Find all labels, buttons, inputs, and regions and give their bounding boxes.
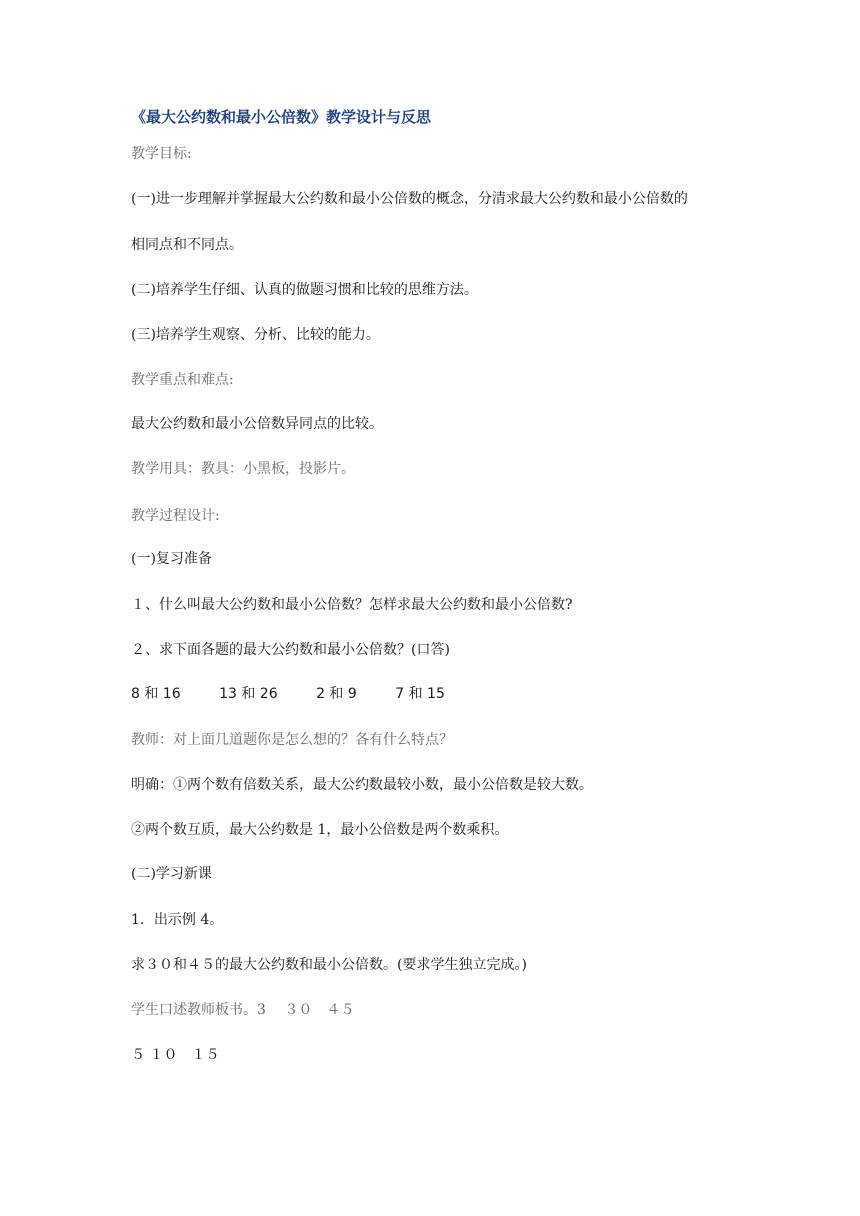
goal-3: (三)培养学生观察、分析、比较的能力。 xyxy=(131,327,380,343)
clarification-2: ②两个数互质，最大公约数是 1，最小公倍数是两个数乘积。 xyxy=(131,822,509,838)
number-pair: 13 和 26 xyxy=(219,686,278,702)
question-1: １、什么叫最大公约数和最小公倍数？怎样求最大公约数和最小公倍数? xyxy=(131,597,573,613)
number-pairs xyxy=(131,684,479,704)
number-pair: 8 和 16 xyxy=(131,686,181,702)
clarification-1: 明确：①两个数有倍数关系，最大公约数最较小数，最小公倍数是较大数。 xyxy=(131,777,593,793)
document-title: 《最大公约数和最小公倍数》教学设计与反思 xyxy=(131,108,432,126)
question-2: ２、求下面各题的最大公约数和最小公倍数？(口答) xyxy=(131,642,450,658)
example-line: 1．出示例 4。 xyxy=(131,912,224,928)
focus-text: 最大公约数和最小公倍数异同点的比较。 xyxy=(131,416,383,432)
teacher-question: 教师：对上面几道题你是怎么想的？各有什么特点？ xyxy=(131,732,453,748)
goal-1-line-1: (一)进一步理解并掌握最大公约数和最小公倍数的概念，分清求最大公约数和最小公倍数的 xyxy=(131,191,688,207)
board-line-2: ５ １０ １５ xyxy=(131,1047,220,1063)
goals-heading: 教学目标: xyxy=(131,146,192,162)
part-1-heading: (一)复习准备 xyxy=(131,551,212,567)
focus-heading: 教学重点和难点: xyxy=(131,372,234,388)
tools-text: 教学用具：教具：小黑板，投影片。 xyxy=(131,461,355,477)
task-line: 求３０和４５的最大公约数和最小公倍数。(要求学生独立完成。) xyxy=(131,957,527,973)
process-heading: 教学过程设计: xyxy=(131,508,220,524)
number-pair: 2 和 9 xyxy=(316,686,357,702)
part-2-heading: (二)学习新课 xyxy=(131,866,212,882)
board-line-1: 学生口述教师板书。3 ３０ ４５ xyxy=(131,1002,355,1018)
goal-1-line-2: 相同点和不同点。 xyxy=(131,237,243,253)
goal-2: (二)培养学生仔细、认真的做题习惯和比较的思维方法。 xyxy=(131,282,478,298)
number-pair: 7 和 15 xyxy=(395,686,445,702)
